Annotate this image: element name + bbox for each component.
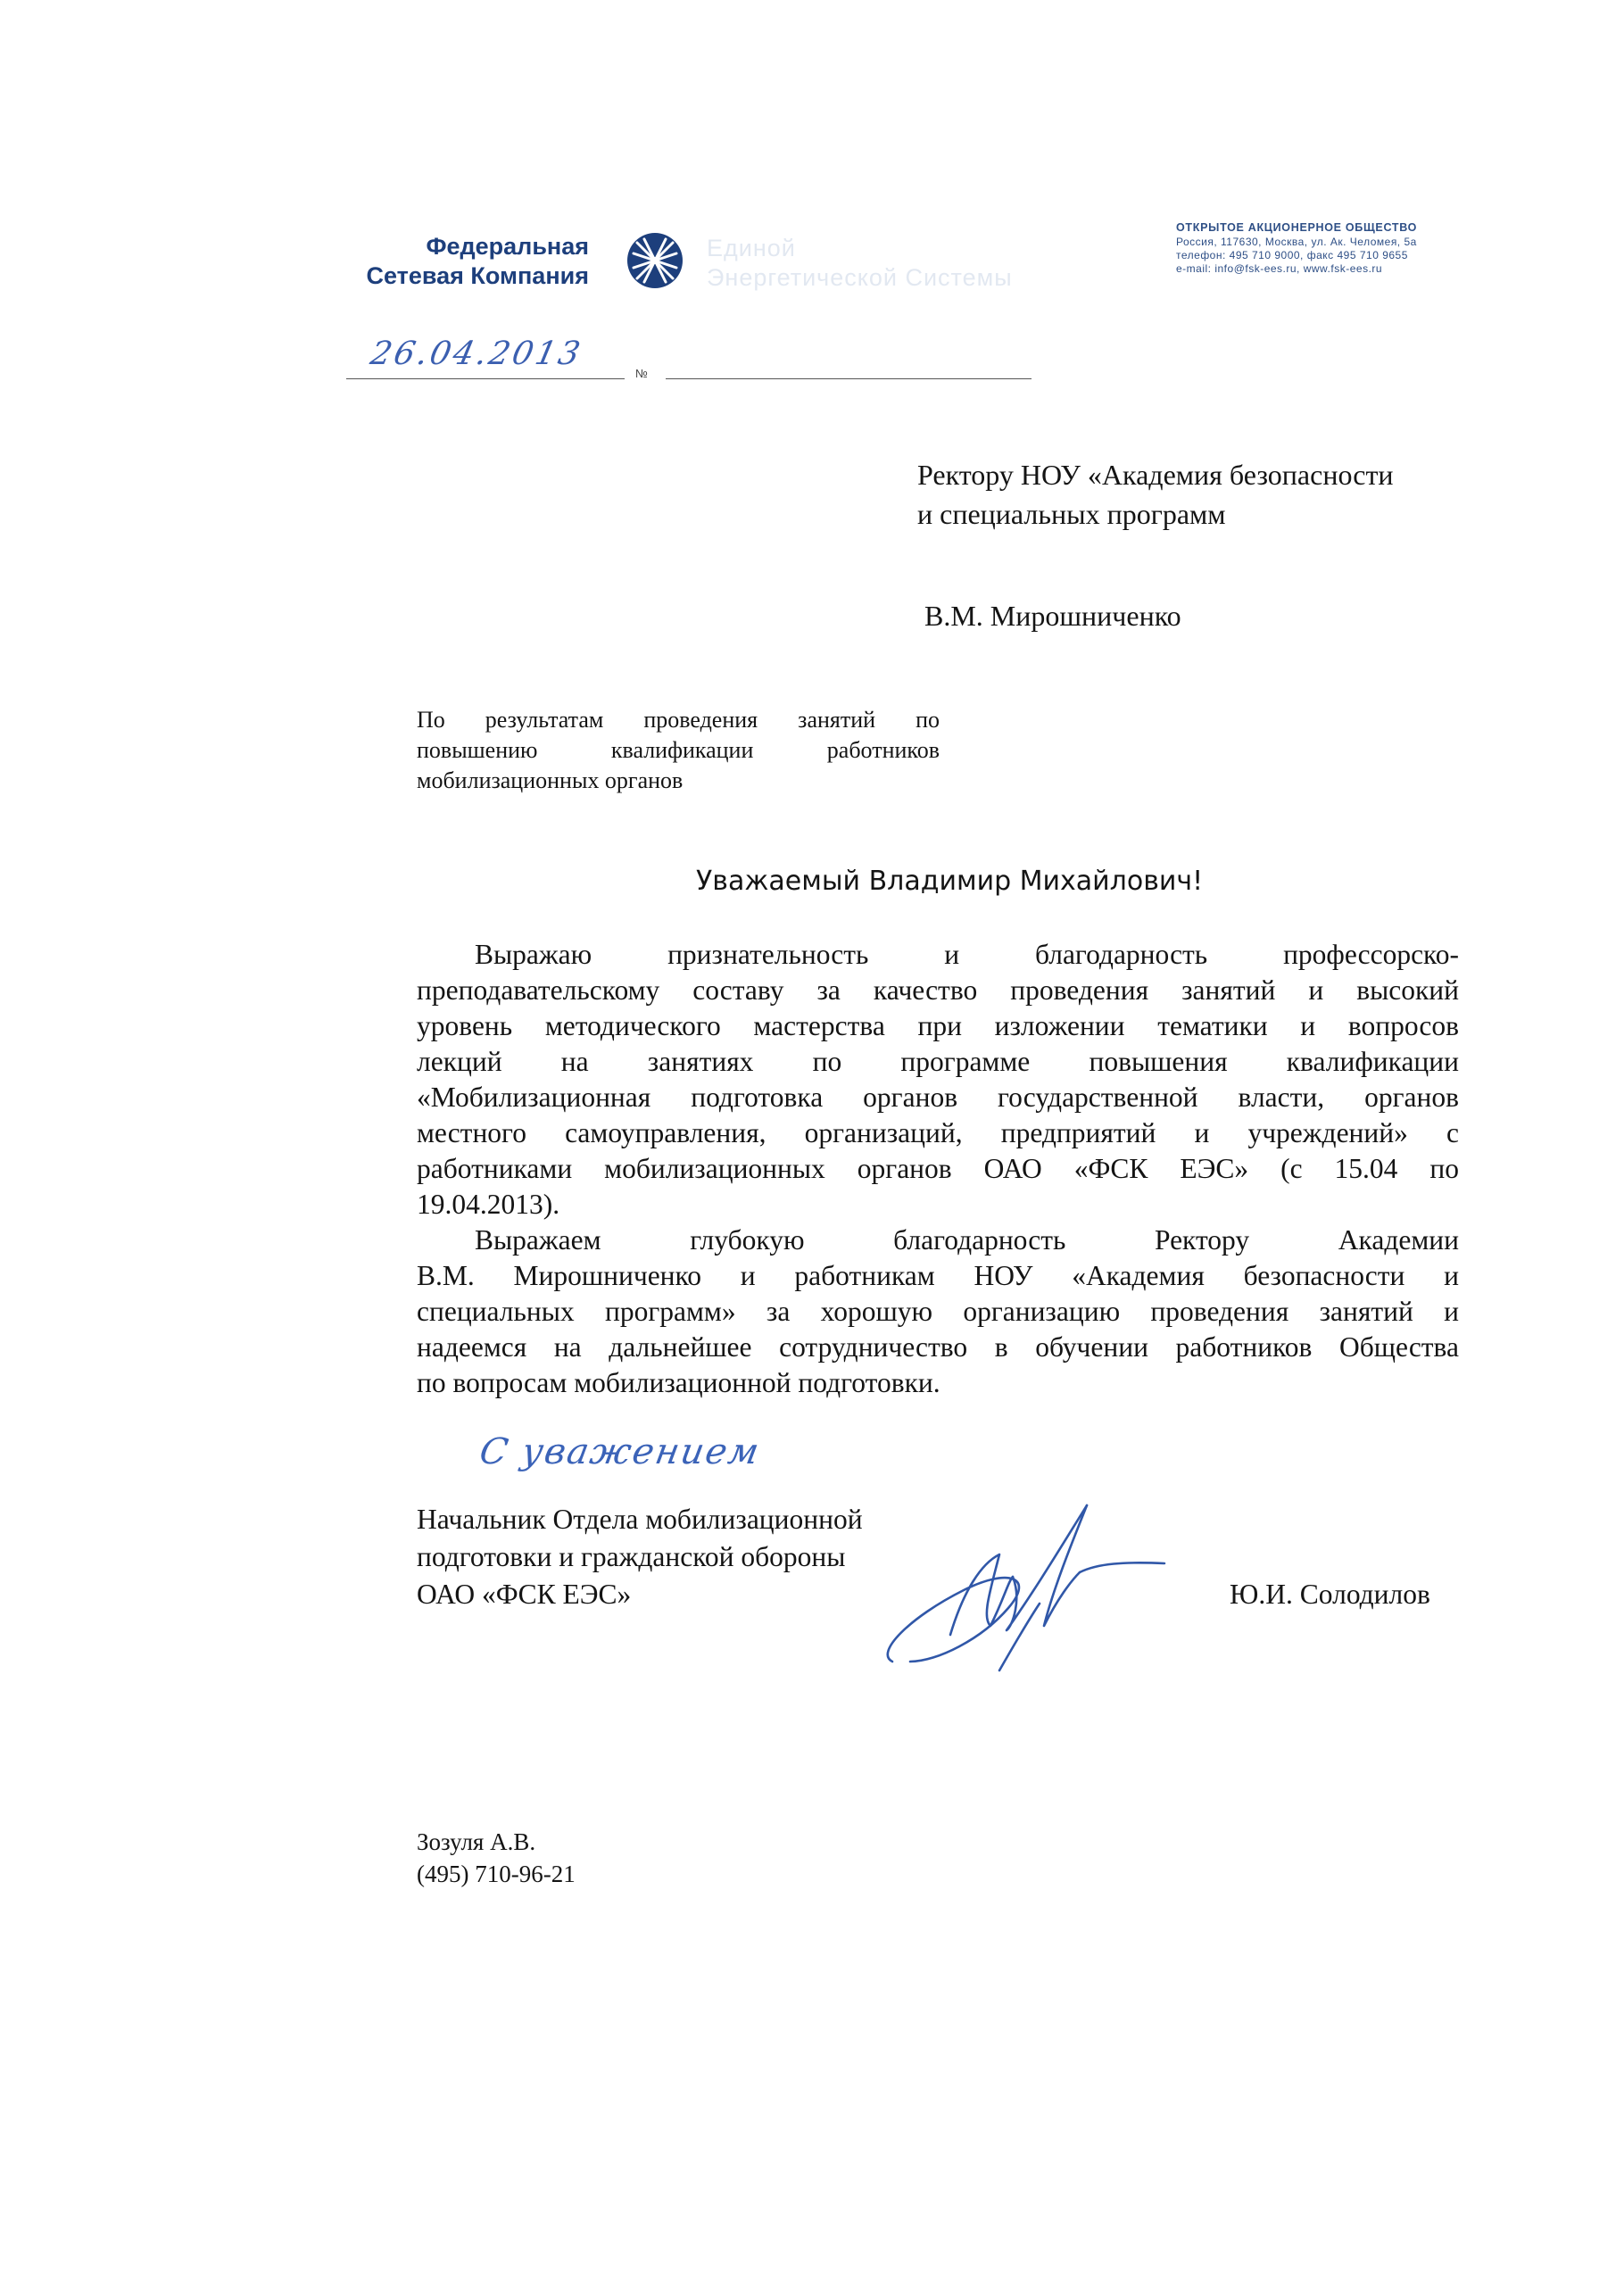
subject-line-1: По результатам проведения занятий по [417, 707, 940, 733]
company-phone: телефон: 495 710 9000, факс 495 710 9655 [1176, 249, 1408, 261]
ues-line-1: Единой [707, 235, 796, 261]
body-line: преподавательскому составу за качество проведения занятий и высокий [417, 974, 1459, 1006]
signer-position-line-1: Начальник Отдела мобилизационной [417, 1504, 863, 1535]
body-line: по вопросам мобилизационной подготовки. [417, 1367, 940, 1398]
company-legal-form: ОТКРЫТОЕ АКЦИОНЕРНОЕ ОБЩЕСТВО [1176, 221, 1418, 234]
executor-phone: (495) 710-96-21 [417, 1861, 576, 1887]
body-line: лекций на занятиях по программе повышения квалификации [417, 1046, 1459, 1077]
executor-info [417, 1826, 576, 1890]
body-line: работниками мобилизационных органов ОАО «ФСК ЕЭС» (с 15.04 по [417, 1153, 1459, 1184]
subject-line-3: мобилизационных органов [417, 767, 684, 793]
signer-name: Ю.И. Солодилов [1230, 1579, 1430, 1610]
body-line: специальных программ» за хорошую организацию проведения занятий и [417, 1296, 1459, 1327]
body-line: «Мобилизационная подготовка органов государственной власти, органов [417, 1082, 1459, 1113]
company-details [1176, 220, 1471, 276]
signer-position-line-2: подготовки и гражданской обороны [417, 1541, 846, 1572]
body-line: В.М. Мирошниченко и работникам НОУ «Академия безопасности и [417, 1260, 1459, 1291]
date-field-rule [346, 378, 625, 379]
body-line: местного самоуправления, организаций, предприятий и учреждений» с [417, 1117, 1459, 1148]
body-line: 19.04.2013). [417, 1189, 560, 1220]
addressee-line-1: Ректору НОУ «Академия безопасности [917, 459, 1394, 491]
fsk-logo-icon [625, 230, 685, 291]
handwritten-closing: С уважением [476, 1431, 764, 1472]
handwritten-signature [857, 1492, 1178, 1679]
company-contacts: e-mail: info@fsk-ees.ru, www.fsk-ees.ru [1176, 262, 1383, 275]
ues-line-2: Энергетической Системы [707, 264, 1013, 291]
body-line: уровень методического мастерства при изложении тематики и вопросов [417, 1010, 1459, 1041]
salutation: Уважаемый Владимир Михайлович! [696, 866, 1204, 897]
company-address: Россия, 117630, Москва, ул. Ак. Челомея, 5а [1176, 236, 1417, 248]
number-field-rule [666, 378, 1032, 379]
letter-body [417, 937, 1459, 1401]
addressee [917, 455, 1394, 534]
handwritten-date: 26.04.2013 [367, 336, 586, 372]
executor-name: Зозуля А.В. [417, 1828, 536, 1855]
body-line: Выражаем глубокую благодарность Ректору Академии [475, 1224, 1459, 1256]
subject-line-2: повышению квалификации работников [417, 737, 940, 763]
ues-caption [707, 234, 1013, 293]
body-line: надеемся на дальнейшее сотрудничество в обучении работников Общества [417, 1331, 1459, 1363]
addressee-line-2: и специальных программ [917, 498, 1226, 530]
company-brand-name [321, 232, 589, 291]
brand-line-2: Сетевая Компания [366, 262, 589, 289]
brand-line-1: Федеральная [426, 233, 589, 260]
signer-position-line-3: ОАО «ФСК ЕЭС» [417, 1579, 632, 1610]
addressee-name: В.М. Мирошниченко [924, 600, 1181, 632]
body-line: Выражаю признательность и благодарность профессорско- [475, 939, 1459, 970]
letter-subject [417, 705, 940, 796]
signer-position [417, 1501, 863, 1613]
number-label: № [635, 367, 648, 380]
